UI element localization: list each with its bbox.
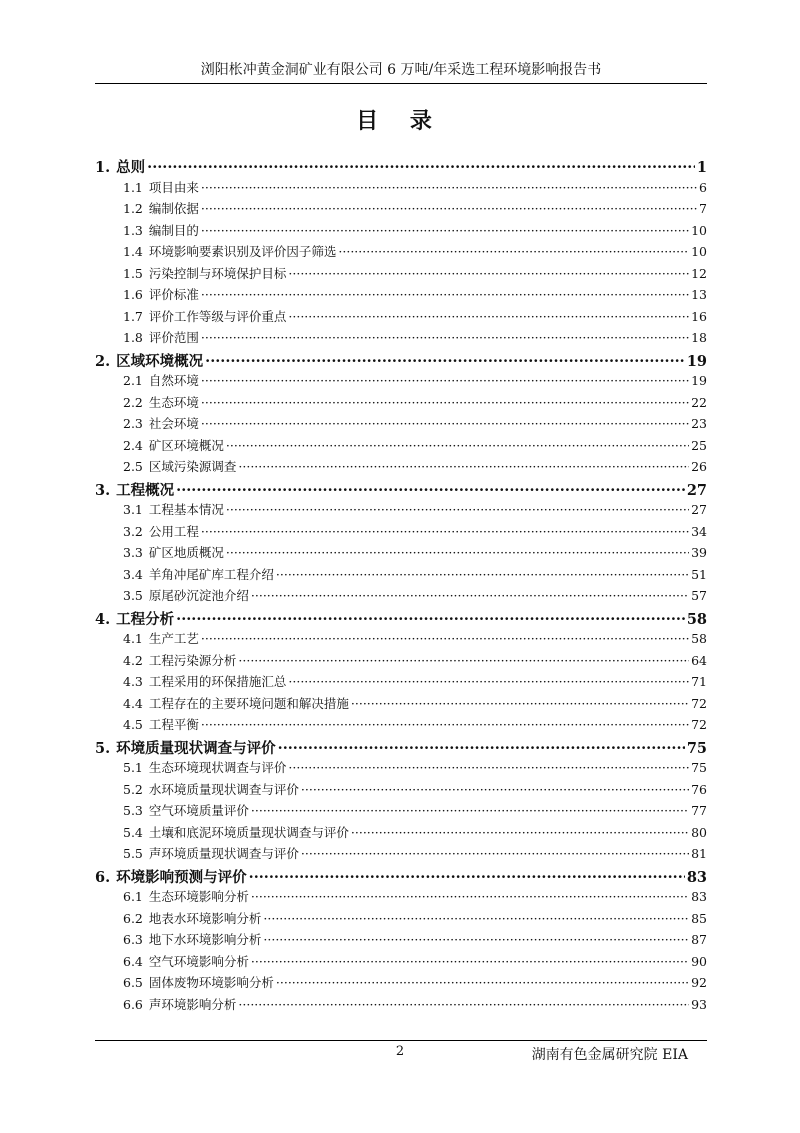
- toc-section-entry[interactable]: [95, 995, 707, 1017]
- toc-entry-page: 10: [691, 244, 707, 259]
- toc-entry-number: 6.4: [123, 953, 143, 969]
- toc-entry-page: 22: [691, 394, 707, 410]
- toc-entry-page: 90: [691, 953, 707, 969]
- toc-entry-page: 12: [691, 265, 707, 281]
- dot-leader: [351, 825, 689, 840]
- dot-leader: [238, 997, 689, 1012]
- toc-entry-label: 矿区环境概况: [148, 437, 224, 453]
- toc-entry-page: 85: [691, 910, 707, 926]
- toc-entry-label: 声环境影响分析: [148, 996, 237, 1012]
- toc-entry-page: 64: [691, 652, 707, 668]
- toc-section-entry[interactable]: [95, 844, 707, 866]
- toc-entry-number: 1.3: [123, 222, 143, 238]
- toc-entry-label: 污染控制与环境保护目标: [148, 265, 287, 281]
- toc-entry-number: 6.5: [123, 975, 143, 990]
- toc-section-entry[interactable]: [95, 500, 707, 522]
- dot-leader: [201, 631, 689, 646]
- toc-entry-number: 2.5: [123, 459, 143, 474]
- dot-leader: [226, 438, 689, 453]
- toc-entry-page: 27: [686, 481, 707, 499]
- toc-section-entry[interactable]: [95, 285, 707, 307]
- toc-chapter-entry[interactable]: [95, 479, 707, 501]
- toc-entry-number: 3.5: [123, 588, 143, 603]
- toc-entry-label: 声环境质量现状调查与评价: [148, 846, 299, 861]
- dot-leader: [201, 717, 689, 732]
- toc-entry-label: 地下水环境影响分析: [148, 932, 262, 947]
- dot-leader: [338, 244, 689, 259]
- dot-leader: [201, 524, 689, 539]
- toc-entry-number: 2.4: [123, 437, 143, 453]
- toc-section-entry[interactable]: [95, 715, 707, 737]
- toc-entry-page: 75: [686, 739, 707, 757]
- toc-entry-page: 39: [691, 545, 707, 560]
- toc-chapter-entry[interactable]: [95, 866, 707, 888]
- toc-entry-page: 92: [691, 975, 707, 990]
- toc-entry-page: 93: [691, 996, 707, 1012]
- dot-leader: [205, 353, 685, 370]
- dot-leader: [251, 889, 689, 904]
- toc-entry-label: 项目由来: [148, 179, 199, 195]
- toc-entry-label: 工程概况: [116, 481, 175, 499]
- toc-section-entry[interactable]: [95, 586, 707, 608]
- toc-entry-number: 5.3: [123, 803, 143, 818]
- toc-entry-label: 环境影响要素识别及评价因子筛选: [148, 244, 337, 259]
- toc-entry-number: 5.4: [123, 824, 143, 840]
- toc-entry-label: 公用工程: [148, 523, 199, 539]
- toc-section-entry[interactable]: [95, 328, 707, 350]
- toc-chapter-entry[interactable]: [95, 608, 707, 630]
- toc-entry-number: 2.1: [123, 373, 143, 388]
- toc-entry-number: 1.7: [123, 308, 143, 324]
- dot-leader: [288, 674, 689, 689]
- toc-entry-page: 10: [691, 222, 707, 238]
- toc-section-entry[interactable]: [95, 543, 707, 565]
- toc-section-entry[interactable]: [95, 307, 707, 329]
- dot-leader: [201, 416, 689, 431]
- toc-entry-number: 6.2: [123, 910, 143, 926]
- dot-leader: [288, 266, 689, 281]
- toc-entry-number: 3.3: [123, 545, 143, 560]
- toc-entry-page: 72: [691, 717, 707, 732]
- toc-entry-page: 58: [691, 631, 707, 646]
- page-number: 2: [395, 1044, 405, 1059]
- toc-entry-label: 工程分析: [116, 610, 175, 628]
- toc-entry-number: 4.: [95, 610, 111, 628]
- toc-entry-page: 27: [691, 502, 707, 517]
- toc-entry-label: 工程存在的主要环境问题和解决措施: [148, 695, 349, 711]
- toc-chapter-entry[interactable]: [95, 737, 707, 759]
- toc-section-entry[interactable]: [95, 242, 707, 264]
- toc-entry-page: 51: [691, 566, 707, 582]
- dot-leader: [238, 459, 689, 474]
- toc-section-entry[interactable]: [95, 221, 707, 243]
- dot-leader: [251, 588, 689, 603]
- toc-entry-page: 6: [699, 179, 707, 195]
- toc-entry-page: 25: [691, 437, 707, 453]
- toc-entry-page: 76: [691, 781, 707, 797]
- toc-section-entry[interactable]: [95, 672, 707, 694]
- toc-entry-page: 77: [691, 803, 707, 818]
- toc-entry-label: 原尾砂沉淀池介绍: [148, 588, 249, 603]
- toc-section-entry[interactable]: [95, 565, 707, 587]
- toc-entry-label: 水环境质量现状调查与评价: [148, 781, 299, 797]
- toc-entry-number: 5.2: [123, 781, 143, 797]
- toc-section-entry[interactable]: [95, 178, 707, 200]
- dot-leader: [226, 545, 689, 560]
- toc-entry-page: 83: [686, 868, 707, 886]
- dot-leader: [251, 803, 689, 818]
- header-divider: [95, 83, 707, 84]
- toc-entry-label: 评价标准: [148, 287, 199, 302]
- dot-leader: [176, 482, 685, 499]
- toc-section-entry[interactable]: [95, 264, 707, 286]
- toc-entry-label: 评价范围: [148, 330, 199, 345]
- toc-entry-page: 75: [691, 760, 707, 775]
- toc-entry-label: 工程平衡: [148, 717, 199, 732]
- toc-entry-label: 评价工作等级与评价重点: [148, 308, 287, 324]
- toc-entry-page: 7: [699, 201, 707, 216]
- dot-leader: [147, 159, 695, 176]
- dot-leader: [201, 180, 697, 195]
- toc-entry-number: 4.3: [123, 674, 143, 689]
- toc-entry-number: 5.: [95, 739, 111, 757]
- toc-entry-label: 土壤和底泥环境质量现状调查与评价: [148, 824, 349, 840]
- toc-entry-label: 编制目的: [148, 222, 199, 238]
- toc-entry-label: 矿区地质概况: [148, 545, 224, 560]
- toc-entry-label: 区域污染源调查: [148, 459, 237, 474]
- toc-entry-label: 地表水环境影响分析: [148, 910, 262, 926]
- toc-entry-number: 4.4: [123, 695, 143, 711]
- toc-entry-label: 固体废物环境影响分析: [148, 975, 274, 990]
- dot-leader: [201, 373, 689, 388]
- toc-entry-number: 3.2: [123, 523, 143, 539]
- page-title: 目 录: [356, 108, 444, 134]
- toc-entry-page: 13: [691, 287, 707, 302]
- toc-entry-page: 83: [691, 889, 707, 904]
- toc-entry-page: 72: [691, 695, 707, 711]
- toc-entry-number: 6.6: [123, 996, 143, 1012]
- toc-entry-label: 自然环境: [148, 373, 199, 388]
- toc-entry-number: 4.2: [123, 652, 143, 668]
- toc-section-entry[interactable]: [95, 629, 707, 651]
- toc-chapter-entry[interactable]: [95, 156, 707, 178]
- toc-section-entry[interactable]: [95, 522, 707, 544]
- toc-section-entry[interactable]: [95, 887, 707, 909]
- toc-entry-label: 区域环境概况: [116, 352, 204, 370]
- toc-entry-label: 工程基本情况: [148, 502, 224, 517]
- toc-entry-label: 空气环境影响分析: [148, 953, 249, 969]
- dot-leader: [201, 201, 697, 216]
- toc-entry-label: 社会环境: [148, 416, 199, 431]
- toc-section-entry[interactable]: [95, 952, 707, 974]
- dot-leader: [176, 611, 685, 628]
- toc-entry-page: 1: [696, 159, 707, 176]
- running-header: 浏阳枨冲黄金洞矿业有限公司 6 万吨/年采选工程环境影响报告书: [200, 62, 602, 78]
- toc-entry-label: 环境质量现状调查与评价: [116, 739, 276, 757]
- dot-leader: [201, 395, 689, 410]
- footer-organization: 湖南有色金属研究院 EIA: [531, 1047, 688, 1063]
- dot-leader: [238, 653, 689, 668]
- toc-entry-number: 3.: [95, 481, 111, 499]
- toc-entry-page: 58: [686, 610, 707, 628]
- toc-entry-page: 87: [691, 932, 707, 947]
- toc-entry-page: 81: [691, 846, 707, 861]
- toc-entry-label: 羊角冲尾矿库工程介绍: [148, 566, 274, 582]
- toc-entry-page: 57: [691, 588, 707, 603]
- toc-entry-number: 3.1: [123, 502, 143, 517]
- toc-entry-label: 环境影响预测与评价: [116, 868, 247, 886]
- toc-entry-number: 1.4: [123, 244, 143, 259]
- dot-leader: [226, 502, 689, 517]
- toc-entry-number: 6.3: [123, 932, 143, 947]
- toc-section-entry[interactable]: [95, 823, 707, 845]
- dot-leader: [263, 932, 689, 947]
- toc-entry-number: 1.6: [123, 287, 143, 302]
- toc-section-entry[interactable]: [95, 973, 707, 995]
- toc-entry-label: 工程污染源分析: [148, 652, 237, 668]
- dot-leader: [351, 696, 689, 711]
- dot-leader: [276, 975, 689, 990]
- toc-entry-page: 26: [691, 459, 707, 474]
- toc-entry-number: 2.: [95, 352, 111, 370]
- toc-section-entry[interactable]: [95, 393, 707, 415]
- toc-entry-number: 1.1: [123, 179, 143, 195]
- toc-entry-page: 18: [691, 330, 707, 345]
- dot-leader: [278, 740, 685, 757]
- toc-entry-number: 1.8: [123, 330, 143, 345]
- dot-leader: [201, 330, 689, 345]
- toc-entry-label: 生态环境: [148, 394, 199, 410]
- toc-entry-number: 1.: [95, 159, 111, 176]
- footer-divider: [95, 1040, 707, 1041]
- toc-entry-label: 空气环境质量评价: [148, 803, 249, 818]
- toc-section-entry[interactable]: [95, 694, 707, 716]
- toc-entry-number: 6.1: [123, 889, 143, 904]
- toc-section-entry[interactable]: [95, 758, 707, 780]
- toc-entry-label: 工程采用的环保措施汇总: [148, 674, 287, 689]
- toc-entry-number: 2.2: [123, 394, 143, 410]
- toc-section-entry[interactable]: [95, 414, 707, 436]
- toc-section-entry[interactable]: [95, 436, 707, 458]
- toc-entry-label: 编制依据: [148, 201, 199, 216]
- toc-entry-number: 1.2: [123, 201, 143, 216]
- toc-entry-number: 1.5: [123, 265, 143, 281]
- toc-entry-number: 2.3: [123, 416, 143, 431]
- toc-section-entry[interactable]: [95, 651, 707, 673]
- toc-entry-label: 总则: [116, 159, 146, 176]
- table-of-contents: [95, 156, 707, 1016]
- toc-entry-page: 34: [691, 523, 707, 539]
- toc-entry-number: 3.4: [123, 566, 143, 582]
- toc-entry-number: 4.5: [123, 717, 143, 732]
- toc-entry-label: 生态环境现状调查与评价: [148, 760, 287, 775]
- dot-leader: [276, 567, 689, 582]
- toc-section-entry[interactable]: [95, 909, 707, 931]
- toc-section-entry[interactable]: [95, 930, 707, 952]
- dot-leader: [301, 782, 689, 797]
- toc-section-entry[interactable]: [95, 780, 707, 802]
- dot-leader: [201, 223, 689, 238]
- toc-entry-page: 19: [686, 352, 707, 370]
- toc-entry-label: 生态环境影响分析: [148, 889, 249, 904]
- toc-chapter-entry[interactable]: [95, 350, 707, 372]
- toc-entry-number: 4.1: [123, 631, 143, 646]
- toc-entry-number: 6.: [95, 868, 111, 886]
- dot-leader: [251, 954, 689, 969]
- toc-entry-label: 生产工艺: [148, 631, 199, 646]
- dot-leader: [288, 309, 689, 324]
- toc-entry-page: 80: [691, 824, 707, 840]
- dot-leader: [301, 846, 689, 861]
- toc-entry-number: 5.1: [123, 760, 143, 775]
- dot-leader: [201, 287, 689, 302]
- dot-leader: [263, 911, 689, 926]
- toc-entry-page: 71: [691, 674, 707, 689]
- toc-entry-page: 19: [691, 373, 707, 388]
- toc-entry-number: 5.5: [123, 846, 143, 861]
- toc-entry-page: 23: [691, 416, 707, 431]
- dot-leader: [288, 760, 689, 775]
- toc-section-entry[interactable]: [95, 371, 707, 393]
- toc-entry-page: 16: [691, 308, 707, 324]
- toc-section-entry[interactable]: [95, 801, 707, 823]
- toc-section-entry[interactable]: [95, 199, 707, 221]
- toc-section-entry[interactable]: [95, 457, 707, 479]
- dot-leader: [249, 869, 685, 886]
